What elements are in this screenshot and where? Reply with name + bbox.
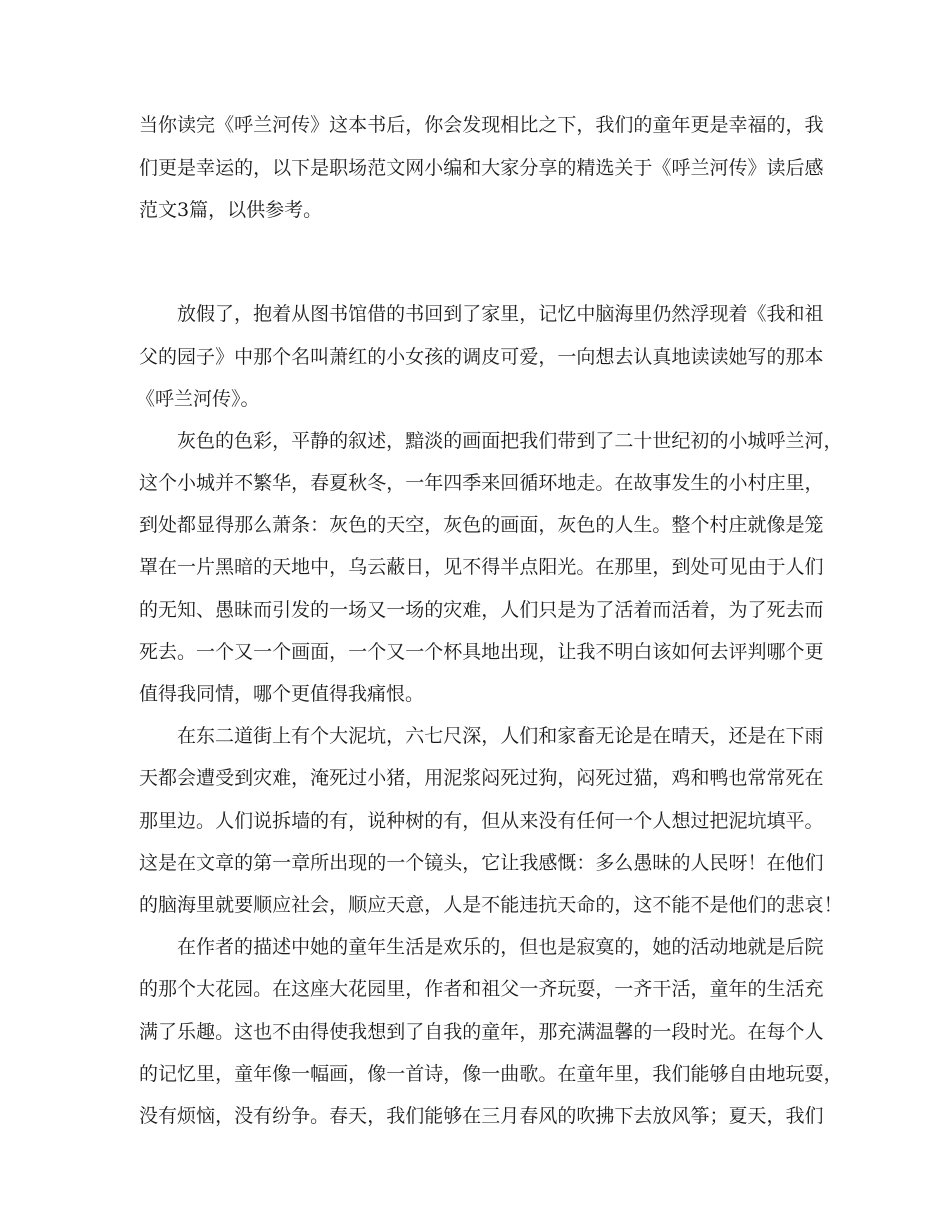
body-line: 天 都 会 遭 受 到 灾 难 ， 淹 死 过 小 猪 ， 用 泥 浆 闷 死 过 狗 ， 闷 死 过 猫 ， 鸡 和 鸭 也 常 常 死 在 <box>139 767 824 789</box>
body-line: 没 有 烦 恼 ， 没 有 纷 争 。 春 天 ， 我 们 能 够 在 三 月 春 风 的 吹 拂 下 去 放 风 筝 ； 夏 天 ， 我 们 <box>139 1105 824 1127</box>
body-line: 父 的 园 子 》 中 那 个 名 叫 萧 红 的 小 女 孩 的 调 皮 可 爱 ， 一 向 想 去 认 真 地 读 读 她 写 的 那 本 <box>139 346 824 368</box>
body-line: 的 无 知 、 愚 昧 而 引 发 的 一 场 又 一 场 的 灾 难 ， 人 们 只 是 为 了 活 着 而 活 着 ， 为 了 死 去 而 <box>139 599 824 621</box>
body-line: 死 去 。 一 个 又 一 个 画 面 ， 一 个 又 一 个 杯 具 地 出 现 ， 让 我 不 明 白 该 如 何 去 评 判 哪 个 更 <box>139 641 824 663</box>
body-line: 的 记 忆 里 ， 童 年 像 一 幅 画 ， 像 一 首 诗 ， 像 一 曲 歌 。 在 童 年 里 ， 我 们 能 够 自 由 地 玩 耍 ， <box>139 1063 843 1085</box>
intro-line: 当 你 读 完 《 呼 兰 河 传 》 这 本 书 后 ， 你 会 发 现 相 比 之 下 ， 我 们 的 童 年 更 是 幸 福 的 ， 我 <box>139 114 824 136</box>
body-line: 的 脑 海 里 就 要 顺 应 社 会 ， 顺 应 天 意 ， 人 是 不 能 违 抗 天 命 的 ， 这 不 能 不 是 他 们 的 悲 哀 ！ <box>139 894 843 916</box>
body-line: 《呼兰河传》。 <box>136 388 260 410</box>
body-line: 那 里 边 。 人 们 说 拆 墙 的 有 ， 说 种 树 的 有 ， 但 从 来 没 有 任 何 一 个 人 想 过 把 泥 坑 填 平 。 <box>139 810 824 832</box>
intro-line: 们 更 是 幸 运 的 ， 以 下 是 职 场 范 文 网 小 编 和 大 家 分 享 的 精 选 关 于 《 呼 兰 河 传 》 读 后 感 <box>139 157 824 179</box>
body-line: 在 东 二 道 街 上 有 个 大 泥 坑 ， 六 七 尺 深 ， 人 们 和 家 畜 无 论 是 在 晴 天 ， 还 是 在 下 雨 <box>177 725 824 747</box>
body-line: 这 个 小 城 并 不 繁 华 ， 春 夏 秋 冬 ， 一 年 四 季 来 回 循 环 地 走 。 在 故 事 发 生 的 小 村 庄 里 ， <box>139 472 824 494</box>
body-line: 罩 在 一 片 黑 暗 的 天 地 中 ， 乌 云 蔽 日 ， 见 不 得 半 点 阳 光 。 在 那 里 ， 到 处 可 见 由 于 人 们 <box>139 556 824 578</box>
body-line: 值得我同情，哪个更值得我痛恨。 <box>139 683 425 705</box>
body-line: 放 假 了 ， 抱 着 从 图 书 馆 借 的 书 回 到 了 家 里 ， 记 忆 中 脑 海 里 仍 然 浮 现 着 《 我 和 祖 <box>177 303 824 325</box>
body-line: 满 了 乐 趣 。 这 也 不 由 得 使 我 想 到 了 自 我 的 童 年 ， 那 充 满 温 馨 的 一 段 时 光 。 在 每 个 人 <box>139 1021 824 1043</box>
body-line: 在 作 者 的 描 述 中 她 的 童 年 生 活 是 欢 乐 的 ， 但 也 是 寂 寞 的 ， 她 的 活 动 地 就 是 后 院 <box>177 936 824 958</box>
body-line: 的 那 个 大 花 园 。 在 这 座 大 花 园 里 ， 作 者 和 祖 父 一 齐 玩 耍 ， 一 齐 干 活 ， 童 年 的 生 活 充 <box>139 978 824 1000</box>
intro-line: 范文3篇，以供参考。 <box>139 199 323 221</box>
body-line: 这 是 在 文 章 的 第 一 章 所 出 现 的 一 个 镜 头 ， 它 让 我 感 慨 ： 多 么 愚 昧 的 人 民 呀 ！ 在 他 们 <box>139 852 824 874</box>
body-line: 到 处 都 显 得 那 么 萧 条 ： 灰 色 的 天 空 ， 灰 色 的 画 面 ， 灰 色 的 人 生 。 整 个 村 庄 就 像 是 笼 <box>139 514 824 536</box>
body-line: 灰 色 的 色 彩 ， 平 静 的 叙 述 ， 黯 淡 的 画 面 把 我 们 带 到 了 二 十 世 纪 初 的 小 城 呼 兰 河 ， <box>177 430 843 452</box>
